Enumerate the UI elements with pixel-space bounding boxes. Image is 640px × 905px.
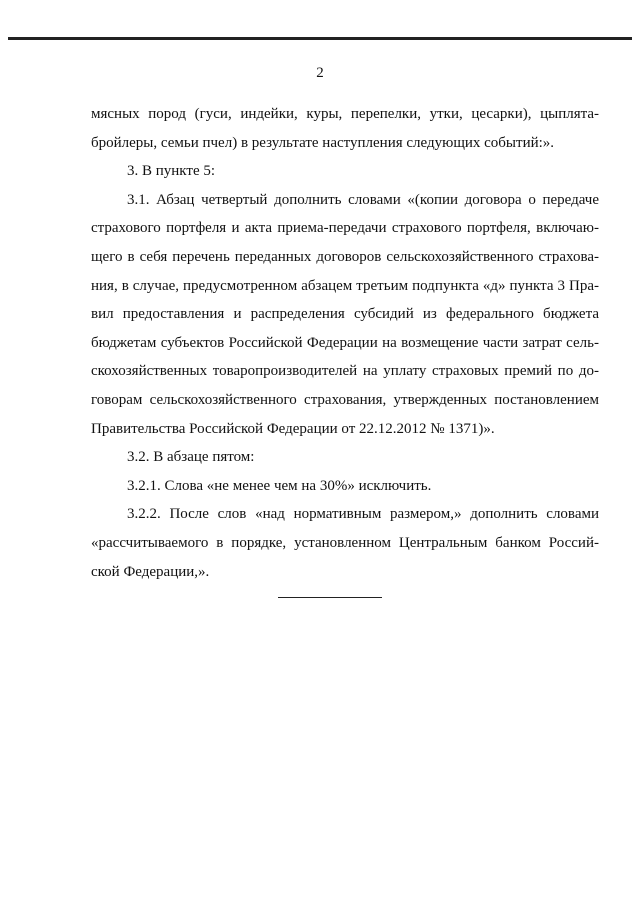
text-line: вил предоставления и распределения субсидий из федерального бюджета	[91, 306, 599, 323]
text-line: «рассчитываемого в порядке, установленном Центральным банком Россий-	[91, 534, 599, 551]
end-rule	[278, 597, 382, 598]
text-line: 3. В пункте 5:	[127, 163, 216, 180]
top-rule	[8, 37, 632, 40]
text-line: бюджетам субъектов Российской Федерации на возмещение части затрат сель-	[91, 334, 599, 351]
text-line: говорам сельскохозяйственного страхования, утвержденных постановлением	[91, 391, 599, 408]
text-line: 3.2.2. После слов «над нормативным размером,» дополнить словами	[127, 506, 599, 523]
text-line: щего в себя перечень переданных договоров сельскохозяйственного страхова-	[91, 248, 599, 265]
document-body	[91, 100, 599, 586]
page-number: 2	[316, 65, 324, 81]
text-line: Правительства Российской Федерации от 22.12.2012 № 1371)».	[91, 420, 495, 437]
text-line: ния, в случае, предусмотренном абзацем третьим подпункта «д» пункта 3 Пра-	[91, 277, 599, 294]
text-line: страхового портфеля и акта приема-передачи страхового портфеля, включаю-	[91, 220, 599, 237]
text-line: ской Федерации,».	[91, 563, 210, 580]
text-line: мясных пород (гуси, индейки, куры, перепелки, утки, цесарки), цыплята-	[91, 106, 599, 122]
text-line: скохозяйственных товаропроизводителей на уплату страховых премий по до-	[91, 363, 599, 380]
text-line: бройлеры, семьи пчел) в результате наступления следующих событий:».	[91, 134, 555, 151]
text-line: 3.2. В абзаце пятом:	[127, 449, 255, 466]
text-line: 3.2.1. Слова «не менее чем на 30%» исключить.	[127, 477, 432, 494]
text-line: 3.1. Абзац четвертый дополнить словами «(копии договора о передаче	[127, 191, 599, 208]
